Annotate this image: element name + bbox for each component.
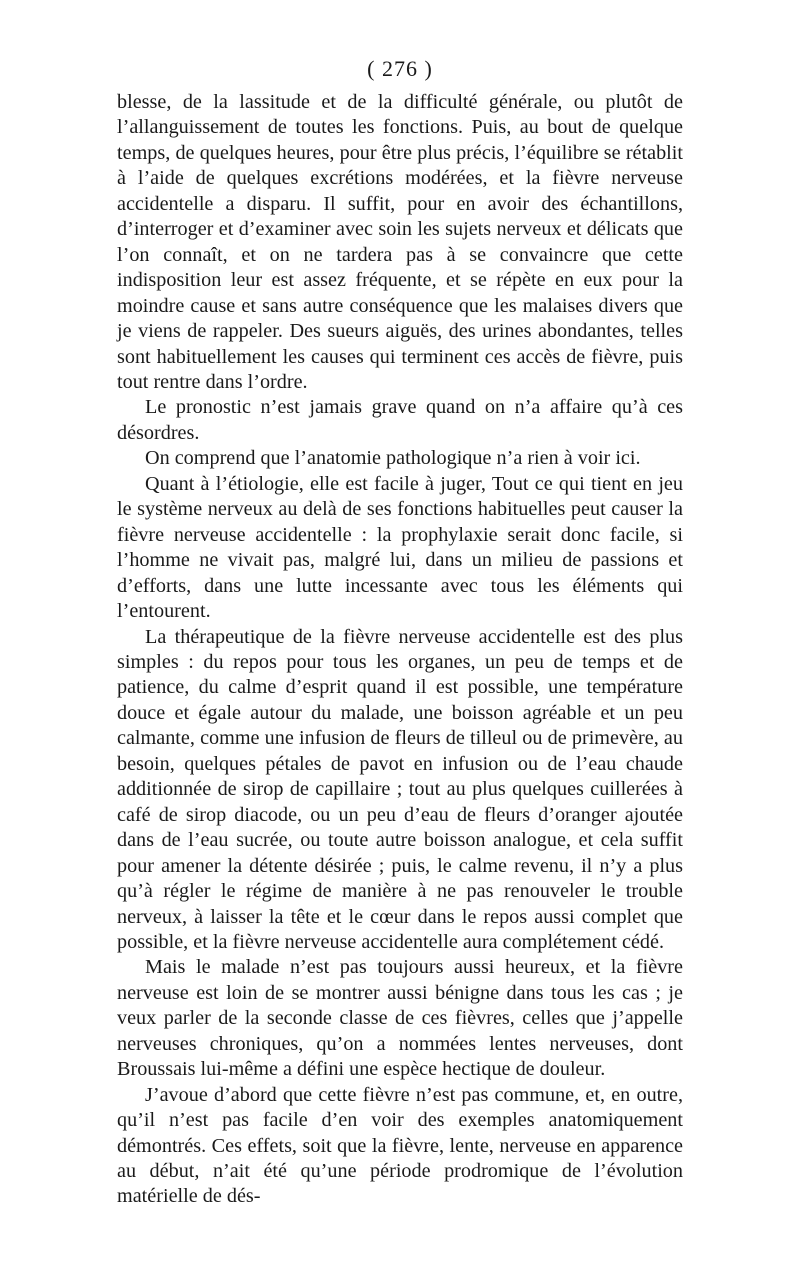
paragraph: blesse, de la lassitude et de la difficulté générale, ou plutôt de l’allanguissement de toutes les fonctions. Puis, au bout de quelque temps, de quelques heures, pour être plus précis, l’équilibre se rétablit à l’aide de quelques excrétions modérées, et la fièvre nerveuse accidentelle a disparu. Il suffit, pour en avoir des échantillons, d’interroger et d’examiner avec soin les sujets nerveux et délicats que l’on connaît, et on ne tardera pas à se convaincre que cette indisposition leur est assez fréquente, et se répète en eux pour la moindre cause et sans autre conséquence que les malaises divers que je viens de rappeler. Des sueurs aiguës, des urines abondantes, telles sont habituellement les causes qui terminent ces accès de fièvre, puis tout rentre dans l’ordre.: [117, 91, 683, 393]
body-text: [117, 90, 683, 1210]
paragraph: J’avoue d’abord que cette fièvre n’est pas commune, et, en outre, qu’il n’est pas facile d’en voir des exemples anatomiquement démontrés. Ces effets, soit que la fièvre, lente, nerveuse en apparence au début, n’ait été qu’une période prodromique de l’évolution matérielle de dés-: [117, 1083, 683, 1208]
paragraph: Quant à l’étiologie, elle est facile à juger, Tout ce qui tient en jeu le système nerveux au delà de ses fonctions habituelles peut causer la fièvre nerveuse accidentelle : la prophylaxie serait donc facile, si l’homme ne vivait pas, malgré lui, dans un milieu de passions et d’efforts, dans une lutte incessante avec tous les éléments qui l’entourent.: [117, 472, 683, 623]
paragraph: Le pronostic n’est jamais grave quand on n’a affaire qu’à ces désordres.: [117, 396, 683, 444]
page-number: ( 276 ): [367, 56, 433, 81]
paragraph: On comprend que l’anatomie pathologique n’a rien à voir ici.: [145, 447, 641, 470]
paragraph: La thérapeutique de la fièvre nerveuse accidentelle est des plus simples : du repos pour tous les organes, un peu de temps et de patience, du calme d’esprit quand il est possible, une température douce et égale autour du malade, une boisson agréable et un peu calmante, comme une infusion de fleurs de tilleul ou de primevère, au besoin, quelques pétales de pavot en infusion ou de l’eau chaude additionnée de sirop de capillaire ; tout au plus quelques cuillerées à café de sirop diacode, ou un peu d’eau de fleurs d’oranger ajoutée dans de l’eau sucrée, ou toute autre boisson analogue, et cela suffit pour amener la détente désirée ; puis, le calme revenu, il n’y a plus qu’à régler le régime de manière à ne pas renouveler le trouble nerveux, à laisser la tête et le cœur dans le repos aussi complet que possible, et la fièvre nerveuse accidentelle aura complétement cédé.: [117, 625, 683, 953]
paragraph: Mais le malade n’est pas toujours aussi heureux, et la fièvre nerveuse est loin de se montrer aussi bénigne dans tous les cas ; je veux parler de la seconde classe de ces fièvres, celles que j’appelle nerveuses chroniques, qu’on a nommées lentes nerveuses, dont Broussais lui-même a défini une espèce hectique de douleur.: [117, 956, 683, 1081]
